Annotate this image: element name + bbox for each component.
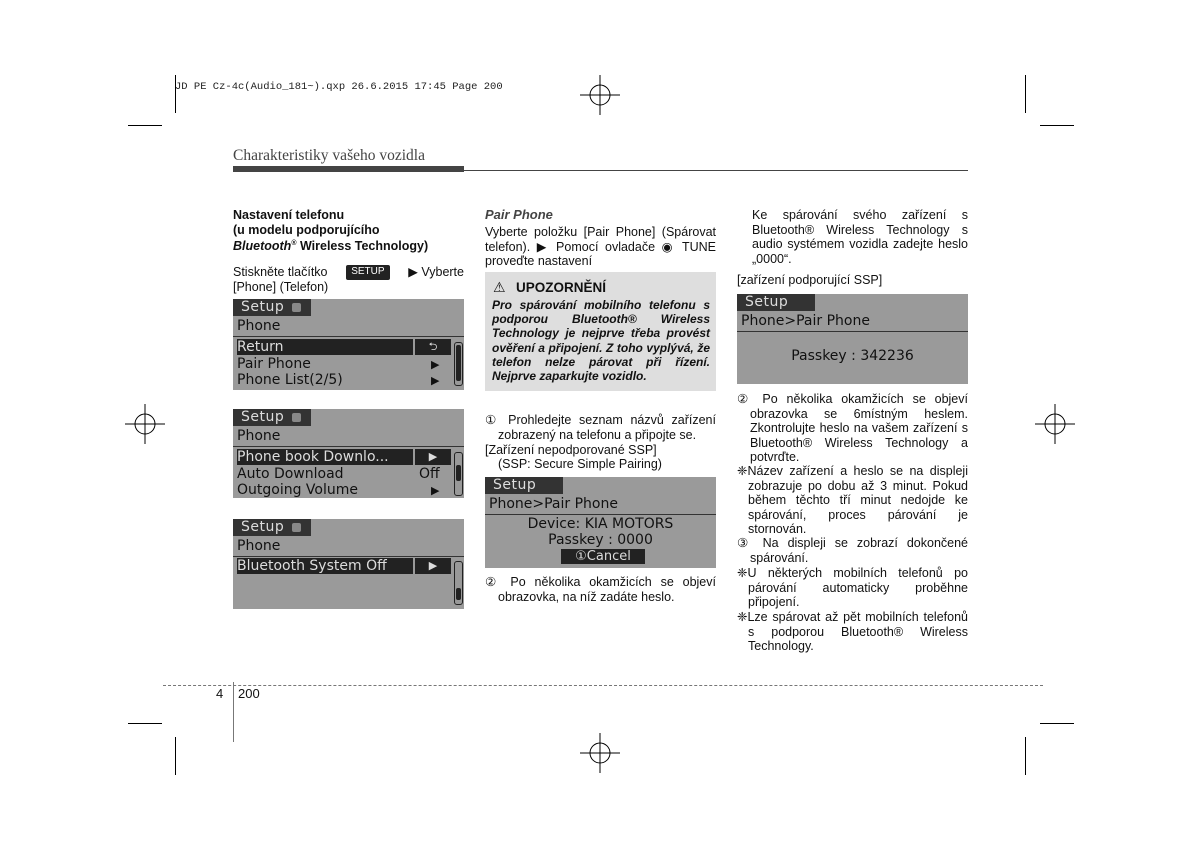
lcd-divider [233,336,464,337]
note-text: ❈U některých mobilních telefonů po párování automaticky proběhne připojení. [737,566,968,609]
lcd-row: Outgoing Volume [237,482,359,498]
lcd-scrollbar [454,452,463,496]
lcd-header-label: Setup [241,299,285,315]
lcd-divider [737,331,968,332]
intro-text: Stiskněte tlačítko [233,265,328,279]
ssp-label: [Zařízení nepodporované SSP] [485,443,657,457]
pair-phone-title: Pair Phone [485,207,553,222]
lcd-header-label: Setup [241,409,285,425]
registration-mark-icon [580,733,620,773]
crop-mark [128,125,162,126]
crop-mark [128,723,162,724]
registration-mark-icon [580,75,620,115]
lcd-passkey: Passkey : 342236 [791,348,914,364]
heading-line: Bluetooth® Wireless Technology) [233,239,429,254]
header-rule-dark [233,166,464,172]
print-slug: JD PE Cz-4c(Audio_181~).qxp 26.6.2015 17:45 Page 200 [175,81,503,93]
lcd-header [233,519,311,536]
cancel-button[interactable]: ①Cancel [561,549,645,564]
note-text: ❈Lze spárovat až pět mobilních telefonů s podporou Bluetooth® Wireless Technology. [737,610,968,653]
heading-rest: Wireless Technology) [296,239,429,254]
lcd-passkey: Passkey : 0000 [548,532,653,548]
warning-title: UPOZORNĚNÍ [516,280,607,295]
footer-rule [163,685,1043,686]
lcd-screen-phone-menu-2 [233,409,464,498]
lcd-screen-phone-menu-3 [233,519,464,609]
chapter-number: 4 [216,686,224,701]
lcd-screen-phone-menu-1 [233,299,464,390]
lcd-header [233,299,311,316]
intro-text: ▶ Vyberte [408,265,464,279]
pair-phone-intro: Vyberte položku [Pair Phone] (Spárovat telefon). ▶ Pomocí ovladače ◉ TUNE proveďte nastavení [485,225,716,268]
step-1-text: ① Prohledejte seznam názvů zařízení zobrazený na telefonu a připojte se. [485,413,716,442]
step-2-text: ② Po několika okamžicích se objeví obrazovka, na níž zadáte heslo. [485,575,716,604]
arrow-right-icon: ▶ [415,558,451,574]
warning-text: Pro spárování mobilního telefonu s podporou Bluetooth® Wireless Technology je nejprve třeba provést ověření a připojení. Z toho vyplývá, že telefon nelze párovat při řízení. Nejprve zaparkujte vozidlo. [492,298,710,384]
bluetooth-icon [292,523,301,532]
crop-mark [1025,75,1026,113]
note-text: ❈Název zařízení a heslo se na displeji zobrazuje po dobu až 3 minut. Pokud během těchto tří minut nedojde ke spárování, proces párování je stornován. [737,464,968,536]
registration-mark-icon [125,404,165,444]
lcd-subtitle: Phone [237,428,281,444]
heading-italic: Bluetooth [233,239,292,254]
bluetooth-icon [292,413,301,422]
warning-triangle-icon: ⚠ [493,279,506,295]
arrow-right-icon: ▶ [415,449,451,465]
header-rule [233,170,968,171]
section-title: Charakteristiky vašeho vozidla [233,147,425,164]
step-3-text: ③ Na displeji se zobrazí dokončené spárování. [737,536,968,565]
crop-mark [175,737,176,775]
lcd-row: Phone book Downlo... [237,449,413,465]
intro-text: [Phone] (Telefon) [233,279,329,294]
ssp-note: (SSP: Secure Simple Pairing) [498,457,662,471]
col1-intro [233,265,464,294]
lcd-screen-pair-phone [485,477,716,568]
return-icon: ⮌ [415,339,451,355]
arrow-right-icon: ▶ [431,374,440,387]
registration-mark-icon [1035,404,1075,444]
crop-mark [1040,723,1074,724]
lcd-header: Setup [737,294,815,311]
lcd-value: Off [419,466,440,482]
arrow-right-icon: ▶ [431,484,440,497]
lcd-divider [485,514,716,515]
lcd-divider [233,446,464,447]
intro-line [233,265,464,280]
lcd-header [233,409,311,426]
footer-divider [233,682,234,742]
crop-mark [1040,125,1074,126]
passkey-instruction: Ke spárování svého zařízení s Bluetooth® Wireless Technology s audio systémem vozidla zadejte heslo „0000“. [752,208,968,266]
page-number: 200 [238,686,260,701]
bluetooth-icon [292,303,301,312]
lcd-row: Pair Phone [237,356,311,372]
heading-line: Nastavení telefonu [233,208,345,222]
arrow-right-icon: ▶ [431,358,440,371]
lcd-subtitle: Phone>Pair Phone [741,313,870,329]
lcd-device-name: Device: KIA MOTORS [527,516,674,532]
lcd-scrollbar [454,342,463,386]
lcd-screen-passkey [737,294,968,384]
lcd-row: Phone List(2/5) [237,372,343,388]
lcd-subtitle: Phone [237,538,281,554]
heading-line: (u modelu podporujícího [233,222,380,237]
lcd-header: Setup [485,477,563,494]
lcd-divider [233,556,464,557]
step-2b-text: ② Po několika okamžicích se objeví obrazovka se 6místným heslem. Zkontrolujte heslo na vašem zařízení s Bluetooth® Wireless Technology a potvrďte. [737,392,968,464]
crop-mark [1025,737,1026,775]
lcd-scrollbar [454,561,463,605]
lcd-subtitle: Phone [237,318,281,334]
lcd-header-label: Setup [241,519,285,535]
setup-button-badge: SETUP [346,265,389,280]
ssp-label: [zařízení podporující SSP] [737,273,883,287]
lcd-subtitle: Phone>Pair Phone [489,496,618,512]
col1-heading [233,208,473,254]
lcd-row: Auto Download [237,466,344,482]
lcd-row: Return [237,339,413,355]
lcd-row: Bluetooth System Off [237,558,413,574]
